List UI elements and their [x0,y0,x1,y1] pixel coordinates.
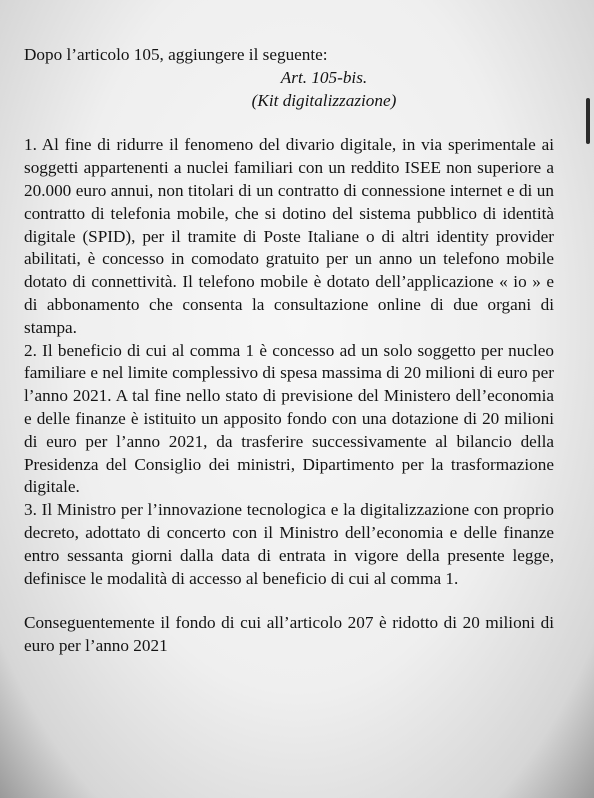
paragraph-1: 1. Al fine di ridurre il fenomeno del divario digitale, in via sperimentale ai soggetti appartenenti a nuclei familiari con un reddito ISEE non superiore a 20.000 euro annui, non titolari di un contratto di connessione internet e di un contratto di telefonia mobile, che si dotino del sistema pubblico di identità digitale (SPID), per il tramite di Poste Italiane o di altri identity provider abilitati, è concesso in comodato gratuito per un anno un telefono mobile dotato di connettività. Il telefono mobile è dotato dell’applicazione « io » e di abbonamento che consenta la consultazione online di due organi di stampa. [24,135,554,337]
article-title: (Kit digitalizzazione) [251,90,397,110]
scrollbar-thumb[interactable] [586,98,590,144]
paragraph-3: 3. Il Ministro per l’innovazione tecnologica e la digitalizzazione con proprio decreto, adottato di concerto con il Ministro dell’economia e delle finanze entro sessanta giorni dalla data di entrata in vigore della presente legge, definisce le modalità di accesso al beneficio di cui al comma 1. [24,500,554,588]
spacer [24,112,554,134]
article-number: Art. 105-bis. [280,67,368,87]
closing-paragraph: Conseguentemente il fondo di cui all’articolo 207 è ridotto di 20 milioni di euro per l’anno 2021 [24,613,554,656]
intro-line: Dopo l’articolo 105, aggiungere il seguente: [24,45,328,64]
document-body [24,44,554,658]
paragraph-2: 2. Il beneficio di cui al comma 1 è concesso ad un solo soggetto per nucleo familiare e nel limite complessivo di spesa massima di 20 milioni di euro per l’anno 2021. A tal fine nello stato di previsione del Ministero dell’economia e delle finanze è istituito un apposito fondo con una dotazione di 20 milioni di euro per l’anno 2021, da trasferire successivamente al bilancio della Presidenza del Consiglio dei ministri, Dipartimento per la trasformazione digitale. [24,340,554,497]
spacer [24,590,554,612]
